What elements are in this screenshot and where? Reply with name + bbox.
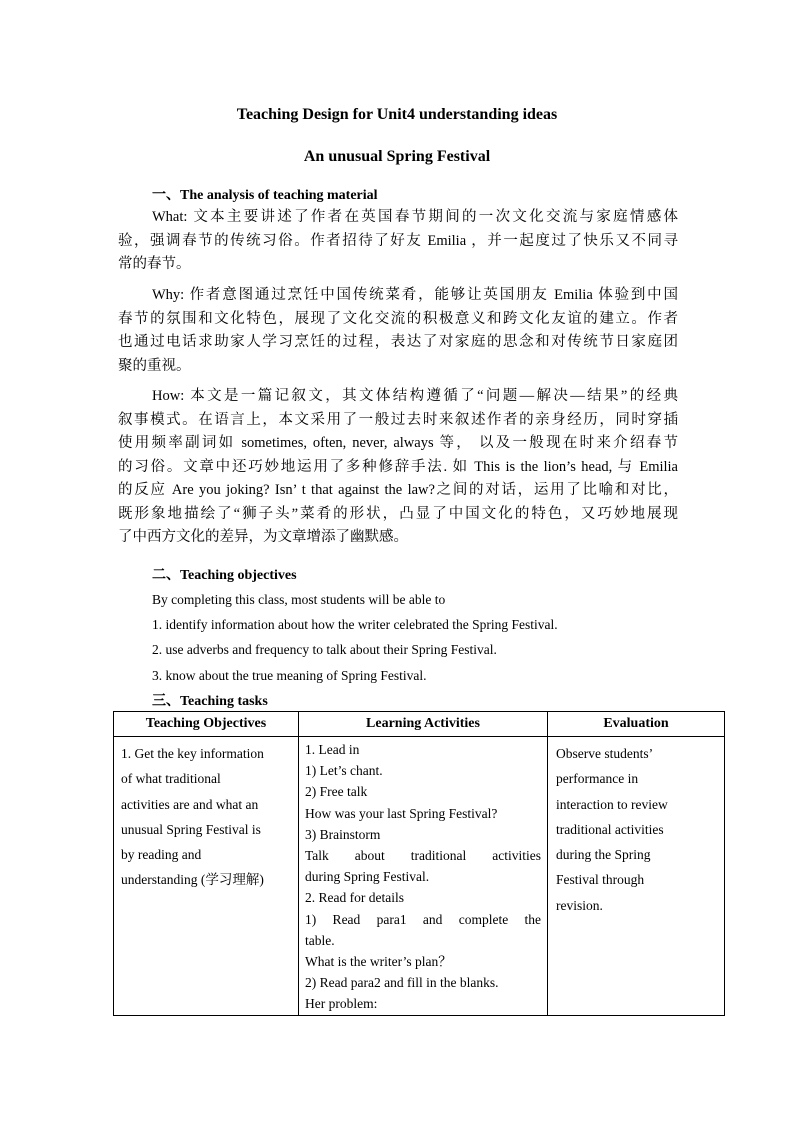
paragraph-line: 了中西方文化的差异，为文章增添了幽默感。	[118, 529, 408, 545]
cell-line: performance in	[556, 771, 639, 787]
cell-line: revision.	[556, 897, 603, 913]
table-row	[114, 737, 725, 1016]
cell-line: Observe students’	[556, 746, 654, 761]
cell-line: understanding (学习理解)	[121, 872, 264, 888]
table-header-row	[114, 712, 725, 737]
paragraph-how	[118, 385, 678, 550]
objective-item: 2. use adverbs and frequency to talk about their Spring Festival.	[152, 642, 497, 657]
cell-line: 1) Read para1 and complete the	[305, 911, 541, 927]
paragraph-what	[118, 206, 678, 277]
column-header-objectives: Teaching Objectives	[114, 712, 299, 737]
cell-line: by reading and	[121, 847, 202, 863]
paragraph-line: 聚的重视。	[118, 357, 191, 374]
section-heading-tasks: 三、Teaching tasks	[152, 694, 268, 709]
paragraph-line: 验，强调春节的传统习俗。作者招待了好友 Emilia ，并一起度过了快乐又不同寻	[118, 232, 678, 249]
paragraph-why	[118, 284, 678, 378]
paragraph-line: 也通过电话求助家人学习烹饪的过程，表达了对家庭的思念和对传统节日家庭团	[118, 334, 678, 350]
cell-line: of what traditional	[121, 771, 221, 787]
objective-item: 1. identify information about how the writer celebrated the Spring Festival.	[152, 617, 558, 632]
cell-line: during Spring Festival.	[305, 869, 430, 885]
paragraph-line: 常的春节。	[118, 256, 191, 272]
paragraph-line: 叙事模式。在语言上，本文采用了一般过去时来叙述作者的亲身经历，同时穿插	[118, 411, 678, 428]
cell-line: during the Spring	[556, 847, 651, 863]
paragraph-line: 的反应 Are you joking? Isn’ t that against the law?之间的对话，运用了比喻和对比，	[118, 482, 678, 498]
cell-line: 2) Free talk	[305, 784, 368, 800]
cell-line: 2) Read para2 and fill in the blanks.	[305, 975, 499, 991]
cell-line: 1. Get the key information	[121, 746, 264, 761]
section-heading-analysis: 一、The analysis of teaching material	[152, 188, 378, 203]
cell-line: What is the writer’s plan？	[305, 954, 452, 970]
cell-line: interaction to review	[556, 796, 668, 812]
cell-line: activities are and what an	[121, 796, 259, 812]
cell-line: How was your last Spring Festival?	[305, 805, 498, 821]
cell-line: Festival through	[556, 872, 645, 888]
paragraph-line: What: 文本主要讲述了作者在英国春节期间的一次文化交流与家庭情感体	[152, 209, 678, 225]
objectives-cell	[114, 737, 299, 1016]
activities-cell	[299, 737, 548, 1016]
teaching-tasks-table	[113, 711, 725, 1016]
cell-line: Talk about traditional activities	[305, 848, 541, 864]
objective-intro: By completing this class, most students will be able to	[152, 592, 446, 607]
cell-line: traditional activities	[556, 821, 664, 837]
paragraph-line: 既形象地描绘了“狮子头”菜肴的形状，凸显了中国文化的特色，又巧妙地展现	[118, 505, 678, 522]
section-heading-objectives: 二、Teaching objectives	[152, 568, 297, 583]
paragraph-line: 使用频率副词如 sometimes, often, never, always 等， 以及一般现在时来介绍春节	[118, 435, 678, 451]
column-header-activities: Learning Activities	[299, 712, 548, 737]
document-subtitle: An unusual Spring Festival	[303, 148, 491, 165]
cell-line: table.	[305, 932, 335, 948]
document-title: Teaching Design for Unit4 understanding ideas	[236, 106, 558, 123]
cell-line: 3) Brainstorm	[305, 826, 381, 842]
cell-line: Her problem:	[305, 996, 378, 1012]
column-header-evaluation: Evaluation	[548, 712, 725, 737]
paragraph-line: 的习俗。文章中还巧妙地运用了多种修辞手法. 如 This is the lion’s head, 与 Emilia	[118, 458, 678, 475]
paragraph-line: How: 本文是一篇记叙文，其文体结构遵循了“问题—解决—结果”的经典	[152, 388, 678, 404]
cell-line: unusual Spring Festival is	[121, 821, 261, 837]
objective-item: 3. know about the true meaning of Spring Festival.	[152, 668, 427, 683]
cell-line: 1) Let’s chant.	[305, 763, 383, 779]
cell-line: 1. Lead in	[305, 742, 360, 757]
cell-line: 2. Read for details	[305, 890, 404, 906]
paragraph-line: 春节的氛围和文化特色，展现了文化交流的积极意义和跨文化友谊的建立。作者	[118, 310, 678, 327]
evaluation-cell	[548, 737, 725, 1016]
paragraph-line: Why: 作者意图通过烹饪中国传统菜肴，能够让英国朋友 Emilia 体验到中国	[152, 287, 678, 303]
